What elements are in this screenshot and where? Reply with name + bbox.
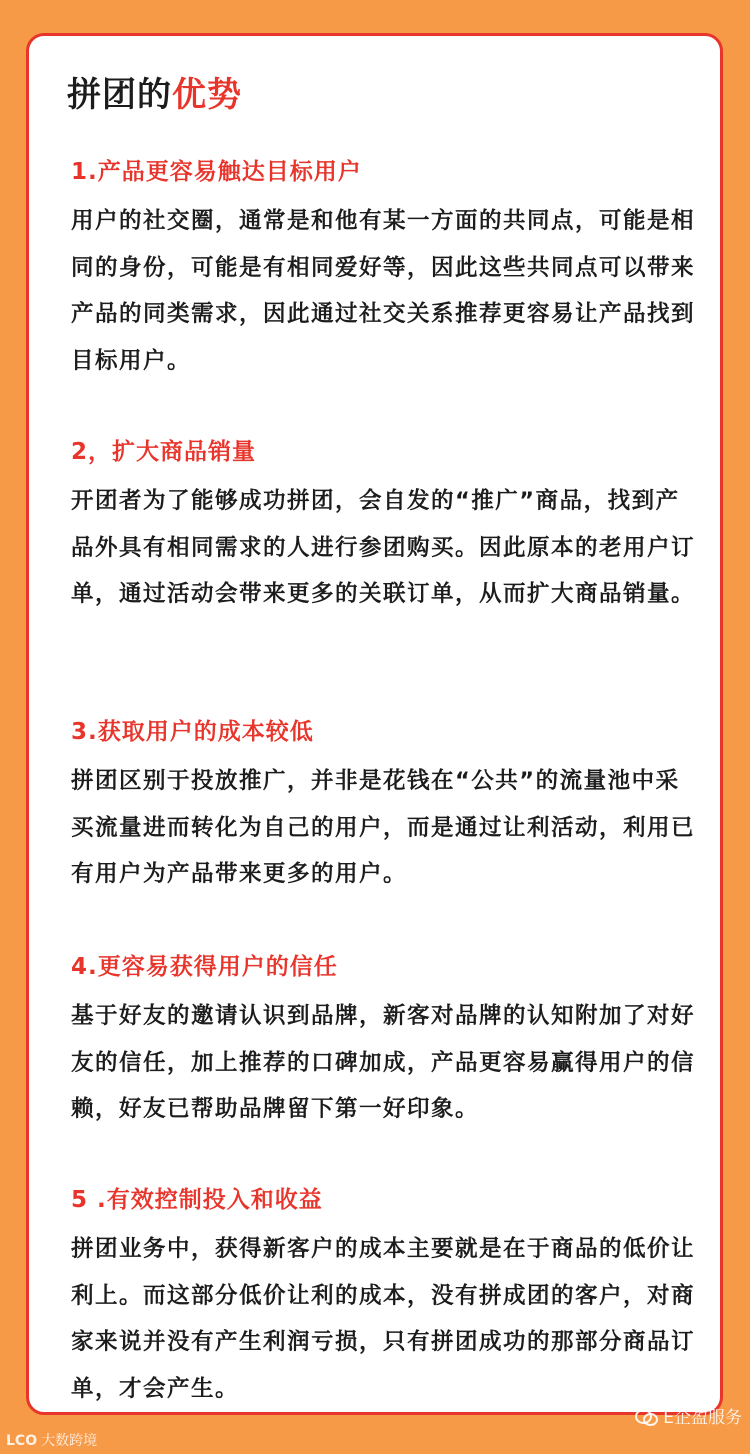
title-main: 拼团的 [67,75,172,115]
page-title [67,72,242,118]
section-4 [71,951,701,1133]
section-heading: 4.更容易获得用户的信任 [71,954,338,980]
watermark-right-text: E企盈服务 [663,1408,742,1428]
watermark-logo: LCO [6,1433,38,1449]
section-body: 基于好友的邀请认识到品牌，新客对品牌的认知附加了对好友的信任，加上推荐的口碑加成，产品更容易赢得用户的信赖，好友已帮助品牌留下第一好印象。 [71,1003,696,1122]
section-heading: 2，扩大商品销量 [71,439,257,465]
section-body: 拼团业务中，获得新客户的成本主要就是在于商品的低价让利上。而这部分低价让利的成本，没有拼成团的客户，对商家来说并没有产生利润亏损，只有拼团成功的那部分商品订单，才会产生。 [71,1236,696,1402]
watermark-left-text: 大数跨境 [41,1433,98,1449]
content-card [26,33,723,1415]
wechat-icon [635,1407,657,1425]
watermark-right [635,1403,742,1428]
section-2 [71,436,701,618]
section-1 [71,156,701,384]
section-body: 开团者为了能够成功拼团，会自发的“推广”商品，找到产品外具有相同需求的人进行参团购买。因此原本的老用户订单，通过活动会带来更多的关联订单，从而扩大商品销量。 [71,488,696,607]
section-3 [71,716,701,898]
section-heading: 1.产品更容易触达目标用户 [71,159,362,185]
watermark-left [6,1430,97,1450]
section-heading: 3.获取用户的成本较低 [71,719,314,745]
title-accent: 优势 [172,75,242,115]
section-heading: 5 .有效控制投入和收益 [71,1187,323,1213]
section-body: 拼团区别于投放推广，并非是花钱在“公共”的流量池中采买流量进而转化为自己的用户，而是通过让利活动，利用已有用户为产品带来更多的用户。 [71,768,696,887]
section-5 [71,1184,701,1412]
section-body: 用户的社交圈，通常是和他有某一方面的共同点，可能是相同的身份，可能是有相同爱好等，因此这些共同点可以带来产品的同类需求，因此通过社交关系推荐更容易让产品找到目标用户。 [71,208,696,374]
